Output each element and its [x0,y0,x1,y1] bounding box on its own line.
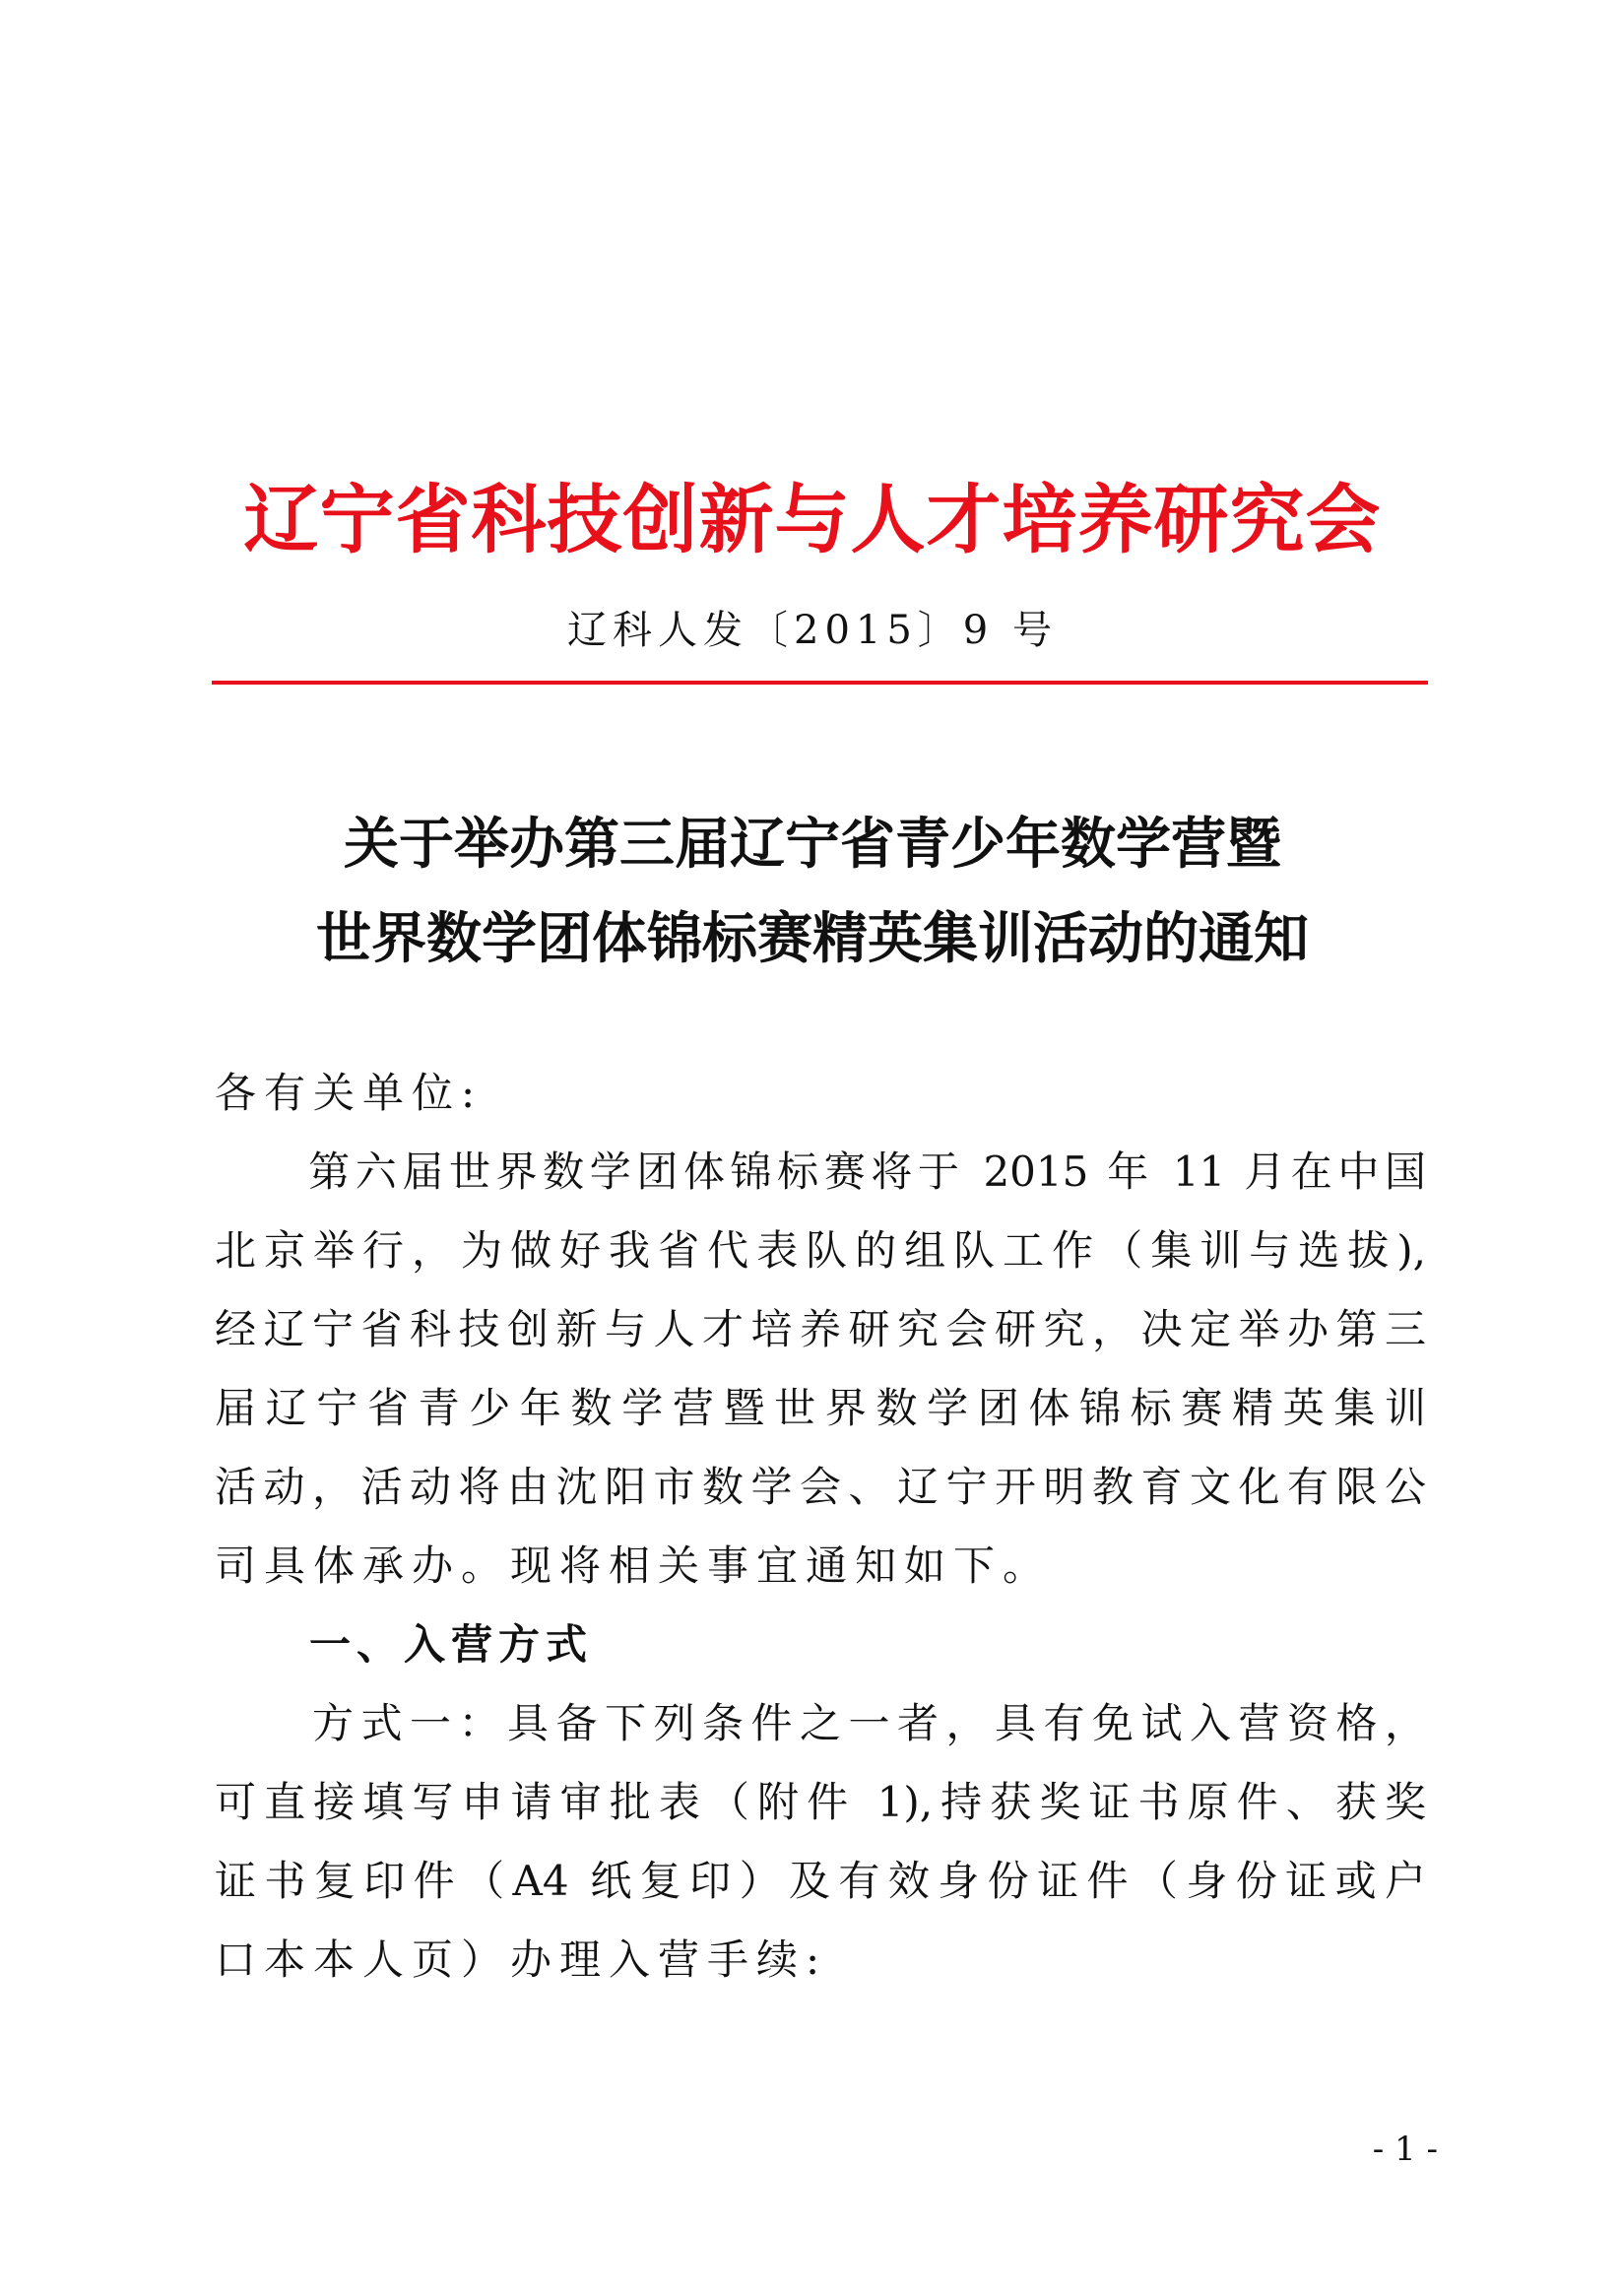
red-divider-rule [212,681,1428,685]
page-number: - 1 - [1372,2130,1438,2169]
paragraph-2-line-2: 可直接填写申请审批表（附件 1),持获奖证书原件、获奖 [215,1778,1426,1826]
paragraph-1-line-5: 活动，活动将由沈阳市数学会、辽宁开明教育文化有限公 [215,1463,1426,1511]
notice-title-line-1: 关于举办第三届辽宁省青少年数学营暨 [344,812,1281,877]
paragraph-1-line-3: 经辽宁省科技创新与人才培养研究会研究，决定举办第三 [215,1305,1426,1353]
paragraph-1-line-2: 北京举行，为做好我省代表队的组队工作（集训与选拔), [215,1226,1426,1275]
paragraph-1-line-4: 届辽宁省青少年数学营暨世界数学团体锦标赛精英集训 [215,1384,1426,1432]
paragraph-1-line-6: 司具体承办。现将相关事宜通知如下。 [215,1542,1053,1590]
paragraph-1-line-1: 第六届世界数学团体锦标赛将于 2015 年 11 月在中国 [215,1148,1426,1196]
paragraph-2-line-3: 证书复印件（A4 纸复印）及有效身份证件（身份证或户 [215,1857,1426,1905]
document-number: 辽科人发〔2015〕9 号 [567,608,1058,653]
section-1-heading: 一、入营方式 [215,1620,594,1669]
paragraph-2-line-4: 口本本人页）办理入营手续: [215,1935,828,1984]
notice-title-line-2: 世界数学团体锦标赛精英集训活动的通知 [316,906,1309,971]
salutation: 各有关单位: [215,1069,484,1117]
paragraph-2-line-1: 方式一：具备下列条件之一者，具有免试入营资格， [215,1699,1426,1747]
organization-header: 辽宁省科技创新与人才培养研究会 [243,476,1382,563]
